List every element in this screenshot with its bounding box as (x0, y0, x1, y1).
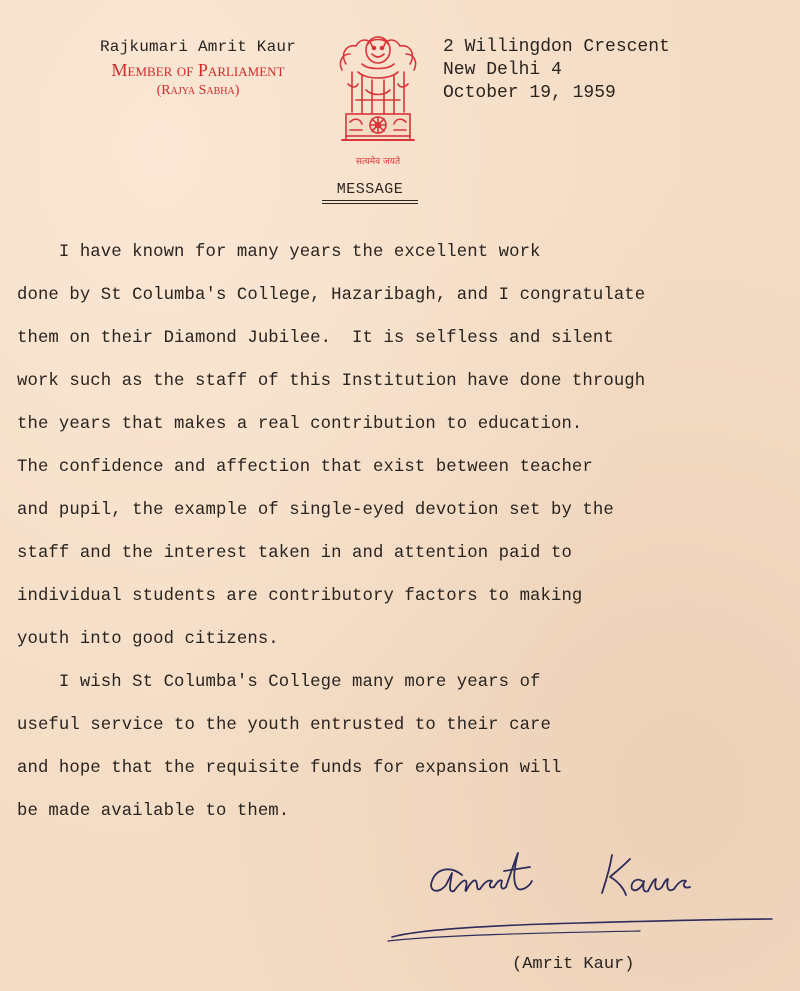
heading-underline (322, 200, 418, 201)
body-line: individual students are contributory factors to making (17, 587, 583, 606)
sender-title: Member of Parliament (111, 60, 285, 80)
letterhead-sender (66, 38, 330, 99)
heading-text: MESSAGE (336, 181, 404, 198)
address-line-city: New Delhi 4 (443, 60, 562, 80)
address-block (443, 36, 670, 105)
heading-underline (322, 203, 418, 204)
letter-date: October 19, 1959 (443, 83, 616, 103)
body-line: the years that makes a real contribution to education. (17, 415, 583, 434)
typed-signature-name: (Amrit Kaur) (512, 955, 635, 974)
body-line: and hope that the requisite funds for expansion will (17, 759, 562, 778)
sender-name: Rajkumari Amrit Kaur (99, 38, 297, 56)
body-line: done by St Columba's College, Hazaribagh, and I congratulate (17, 286, 646, 305)
body-line: them on their Diamond Jubilee. It is selfless and silent (17, 329, 614, 348)
emblem-motto: सत्यमेव जयते (355, 157, 401, 167)
handwritten-signature (380, 845, 780, 945)
body-line: be made available to them. (17, 802, 290, 821)
body-line: useful service to the youth entrusted to their care (17, 716, 551, 735)
body-line: youth into good citizens. (17, 630, 279, 649)
body-line: staff and the interest taken in and attention paid to (17, 544, 572, 563)
message-heading (320, 181, 420, 198)
body-line: I have known for many years the excellent work (17, 243, 541, 262)
body-line: work such as the staff of this Institution have done through (17, 372, 646, 391)
sender-house: (Rajya Sabha) (156, 83, 240, 98)
state-emblem-icon (332, 24, 424, 179)
body-line: I wish St Columba's College many more years of (17, 673, 541, 692)
address-line-street: 2 Willingdon Crescent (443, 37, 670, 57)
body-line: and pupil, the example of single-eyed devotion set by the (17, 501, 614, 520)
body-line: The confidence and affection that exist between teacher (17, 458, 593, 477)
